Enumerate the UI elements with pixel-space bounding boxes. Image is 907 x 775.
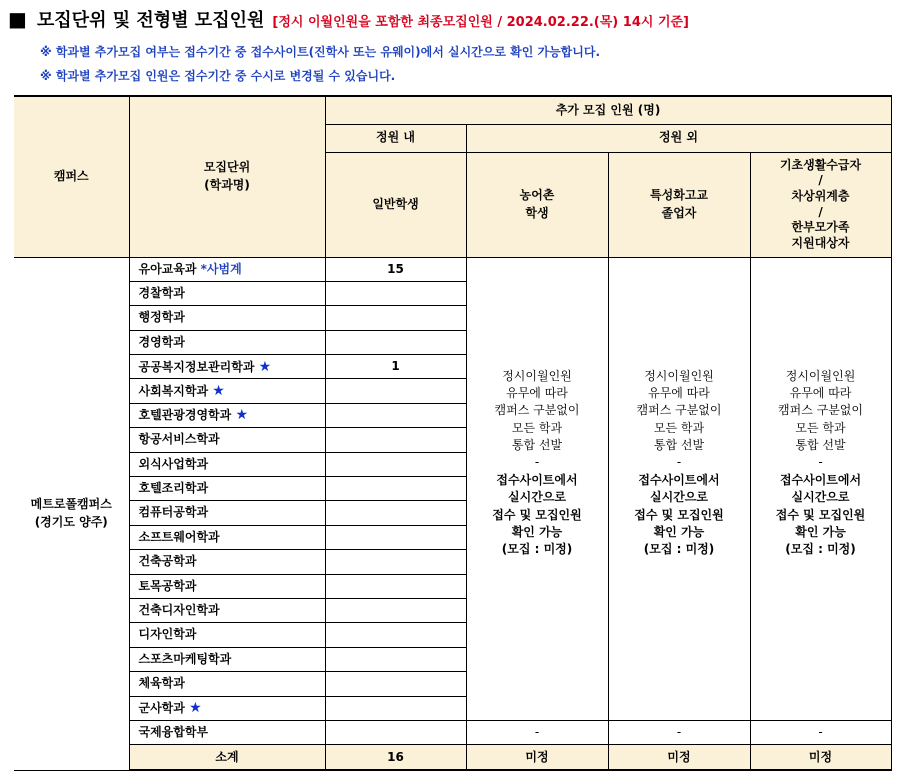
general-count <box>325 306 466 330</box>
header-campus: 캠퍼스 <box>14 96 129 257</box>
merged-note-bold: 확인 가능 <box>653 525 705 540</box>
department-name: 항공서비스학과 <box>138 432 220 447</box>
general-count <box>325 696 466 720</box>
department-name: 공공복지정보관리학과 <box>138 359 255 374</box>
total-basic: 미정 <box>750 745 891 771</box>
title-marker: ■ <box>8 7 27 31</box>
general-count <box>325 525 466 549</box>
basic-merged-cell <box>750 257 891 720</box>
department-cell <box>129 525 325 549</box>
department-name: 토목공학과 <box>138 578 197 593</box>
merged-note-plain: 캠퍼스 구분없이 <box>636 403 722 418</box>
merged-note-plain: 유무에 따라 <box>506 385 568 400</box>
title-main: 모집단위 및 전형별 모집인원 <box>36 10 265 31</box>
department-cell <box>129 403 325 427</box>
merged-note-plain: 통합 선발 <box>653 438 705 453</box>
department-name: 호텔조리학과 <box>138 481 209 496</box>
department-name: 경찰학과 <box>138 285 185 300</box>
merged-note-plain: - <box>676 455 682 470</box>
department-cell <box>129 306 325 330</box>
star-icon: ★ <box>212 383 225 399</box>
header-basic-line: 차상위계층 <box>791 188 850 203</box>
total-specialized: 미정 <box>608 745 750 771</box>
merged-note-plain: 통합 선발 <box>511 438 563 453</box>
department-cell <box>129 330 325 354</box>
merged-note-plain: 유무에 따라 <box>789 385 852 400</box>
department-cell <box>129 720 325 744</box>
specialized-dash: - <box>608 720 750 744</box>
merged-note-bold: 접수 및 모집인원 <box>492 507 582 522</box>
header-basic-line: / <box>818 173 823 188</box>
header-outside: 정원 외 <box>466 124 891 152</box>
general-count <box>325 623 466 647</box>
merged-note-bold: (모집 : 미정) <box>501 542 573 557</box>
general-count <box>325 379 466 403</box>
basic-dash: - <box>750 720 891 744</box>
table-row <box>14 257 891 281</box>
title-sub: [정시 이월인원을 포함한 최종모집인원 / 2024.02.22.(목) 14시 기준] <box>272 15 689 30</box>
department-cell <box>129 379 325 403</box>
merged-note-plain: 유무에 따라 <box>648 385 710 400</box>
total-row <box>14 745 891 771</box>
department-name: 외식사업학과 <box>138 456 209 471</box>
merged-note-plain: 정시이월인원 <box>644 368 714 383</box>
general-count: 15 <box>325 257 466 281</box>
department-cell <box>129 452 325 476</box>
header-basic <box>750 152 891 257</box>
header-within: 정원 내 <box>325 124 466 152</box>
merged-note-plain: 정시이월인원 <box>502 368 572 383</box>
department-name: 국제융합학부 <box>138 724 209 739</box>
rural-dash: - <box>466 720 608 744</box>
department-name: 디자인학과 <box>138 627 197 642</box>
general-count <box>325 672 466 696</box>
rural-merged-cell <box>466 257 608 720</box>
department-tag: *사범계 <box>200 261 242 276</box>
department-cell <box>129 647 325 671</box>
department-name: 경영학과 <box>138 334 185 349</box>
department-name: 소프트웨어학과 <box>138 529 220 544</box>
general-count <box>325 598 466 622</box>
star-icon: ★ <box>189 700 202 717</box>
general-count <box>325 403 466 427</box>
header-rural-line: 학생 <box>525 205 549 220</box>
header-unit-line2: (학과명) <box>204 177 250 192</box>
merged-note-plain: 모든 학과 <box>653 420 705 435</box>
general-count <box>325 720 466 744</box>
merged-note-bold: 실시간으로 <box>791 490 850 505</box>
department-cell <box>129 477 325 501</box>
department-name: 컴퓨터공학과 <box>138 505 209 520</box>
header-unit <box>129 96 325 257</box>
header-basic-line: 지원대상자 <box>791 235 850 250</box>
general-count <box>325 330 466 354</box>
header-rural <box>466 152 608 257</box>
star-icon: ★ <box>258 358 272 375</box>
merged-note-plain: 통합 선발 <box>795 438 846 453</box>
department-name: 호텔관광경영학과 <box>138 408 232 423</box>
merged-note-bold: 접수사이트에서 <box>779 472 862 487</box>
table-row <box>14 720 891 744</box>
total-label: 소계 <box>129 745 325 771</box>
header-basic-line: 기초생활수급자 <box>779 157 862 172</box>
department-name: 행정학과 <box>138 310 185 325</box>
merged-note-bold: 접수 및 모집인원 <box>634 507 724 522</box>
header-rural-line: 농어촌 <box>519 188 555 203</box>
merged-note-bold: 접수사이트에서 <box>496 472 578 487</box>
merged-note-bold: (모집 : 미정) <box>643 542 715 557</box>
department-cell <box>129 281 325 305</box>
header-specialized-line: 특성화고교 <box>650 188 708 203</box>
recruitment-table <box>14 95 892 771</box>
merged-note-plain: 캠퍼스 구분없이 <box>494 403 580 418</box>
department-cell <box>129 257 325 281</box>
merged-note-bold: 실시간으로 <box>508 490 566 505</box>
total-rural: 미정 <box>466 745 608 771</box>
department-name: 사회복지학과 <box>138 384 209 398</box>
department-name: 유아교육과 <box>138 261 197 276</box>
note-1: ※ 학과별 추가모집 여부는 접수기간 중 접수사이트(진학사 또는 유웨이)에서 실시간으로 확인 가능합니다. <box>40 45 601 59</box>
general-count <box>325 477 466 501</box>
department-name: 건축공학과 <box>138 554 197 569</box>
header-specialized <box>608 152 750 257</box>
header-specialized-line: 졸업자 <box>661 205 697 220</box>
merged-note-bold: 확인 가능 <box>795 525 846 540</box>
general-count <box>325 550 466 574</box>
merged-note-plain: 정시이월인원 <box>785 368 856 383</box>
department-cell <box>129 696 325 720</box>
campus-location: (경기도 양주) <box>34 514 108 529</box>
merged-note-bold: 실시간으로 <box>650 490 708 505</box>
general-count <box>325 428 466 452</box>
department-cell <box>129 598 325 622</box>
header-unit-line1: 모집단위 <box>203 160 251 175</box>
merged-note-plain: 모든 학과 <box>795 420 846 435</box>
total-general: 16 <box>325 745 466 771</box>
general-count <box>325 452 466 476</box>
star-icon: ★ <box>235 407 248 424</box>
page-title <box>8 6 689 34</box>
merged-note-bold: 확인 가능 <box>511 525 563 540</box>
header-general: 일반학생 <box>325 152 466 257</box>
general-count <box>325 574 466 598</box>
department-cell <box>129 428 325 452</box>
merged-note-bold: 접수사이트에서 <box>638 472 720 487</box>
campus-cell <box>14 257 129 770</box>
merged-note-bold: (모집 : 미정) <box>785 542 856 557</box>
department-cell <box>129 501 325 525</box>
merged-note-plain: 모든 학과 <box>511 420 563 435</box>
general-count <box>325 281 466 305</box>
general-count: 1 <box>325 355 466 379</box>
merged-note-plain: 캠퍼스 구분없이 <box>778 403 863 418</box>
general-count <box>325 647 466 671</box>
merged-note-plain: - <box>534 455 540 470</box>
department-cell <box>129 574 325 598</box>
department-name: 스포츠마케팅학과 <box>138 651 232 666</box>
department-cell <box>129 550 325 574</box>
department-cell <box>129 355 325 379</box>
campus-name: 메트로폴캠퍼스 <box>30 497 112 512</box>
header-basic-line: / <box>818 204 823 219</box>
general-count <box>325 501 466 525</box>
note-2: ※ 학과별 추가모집 인원은 접수기간 중 수시로 변경될 수 있습니다. <box>40 69 396 83</box>
department-name: 건축디자인학과 <box>138 602 220 617</box>
header-basic-line: 한부모가족 <box>791 220 850 235</box>
department-cell <box>129 672 325 696</box>
header-additional: 추가 모집 인원 (명) <box>325 96 891 124</box>
department-cell <box>129 623 325 647</box>
department-name: 군사학과 <box>138 701 185 716</box>
specialized-merged-cell <box>608 257 750 720</box>
merged-note-plain: - <box>818 455 823 470</box>
merged-note-bold: 접수 및 모집인원 <box>775 507 866 522</box>
department-name: 체육학과 <box>138 676 185 691</box>
